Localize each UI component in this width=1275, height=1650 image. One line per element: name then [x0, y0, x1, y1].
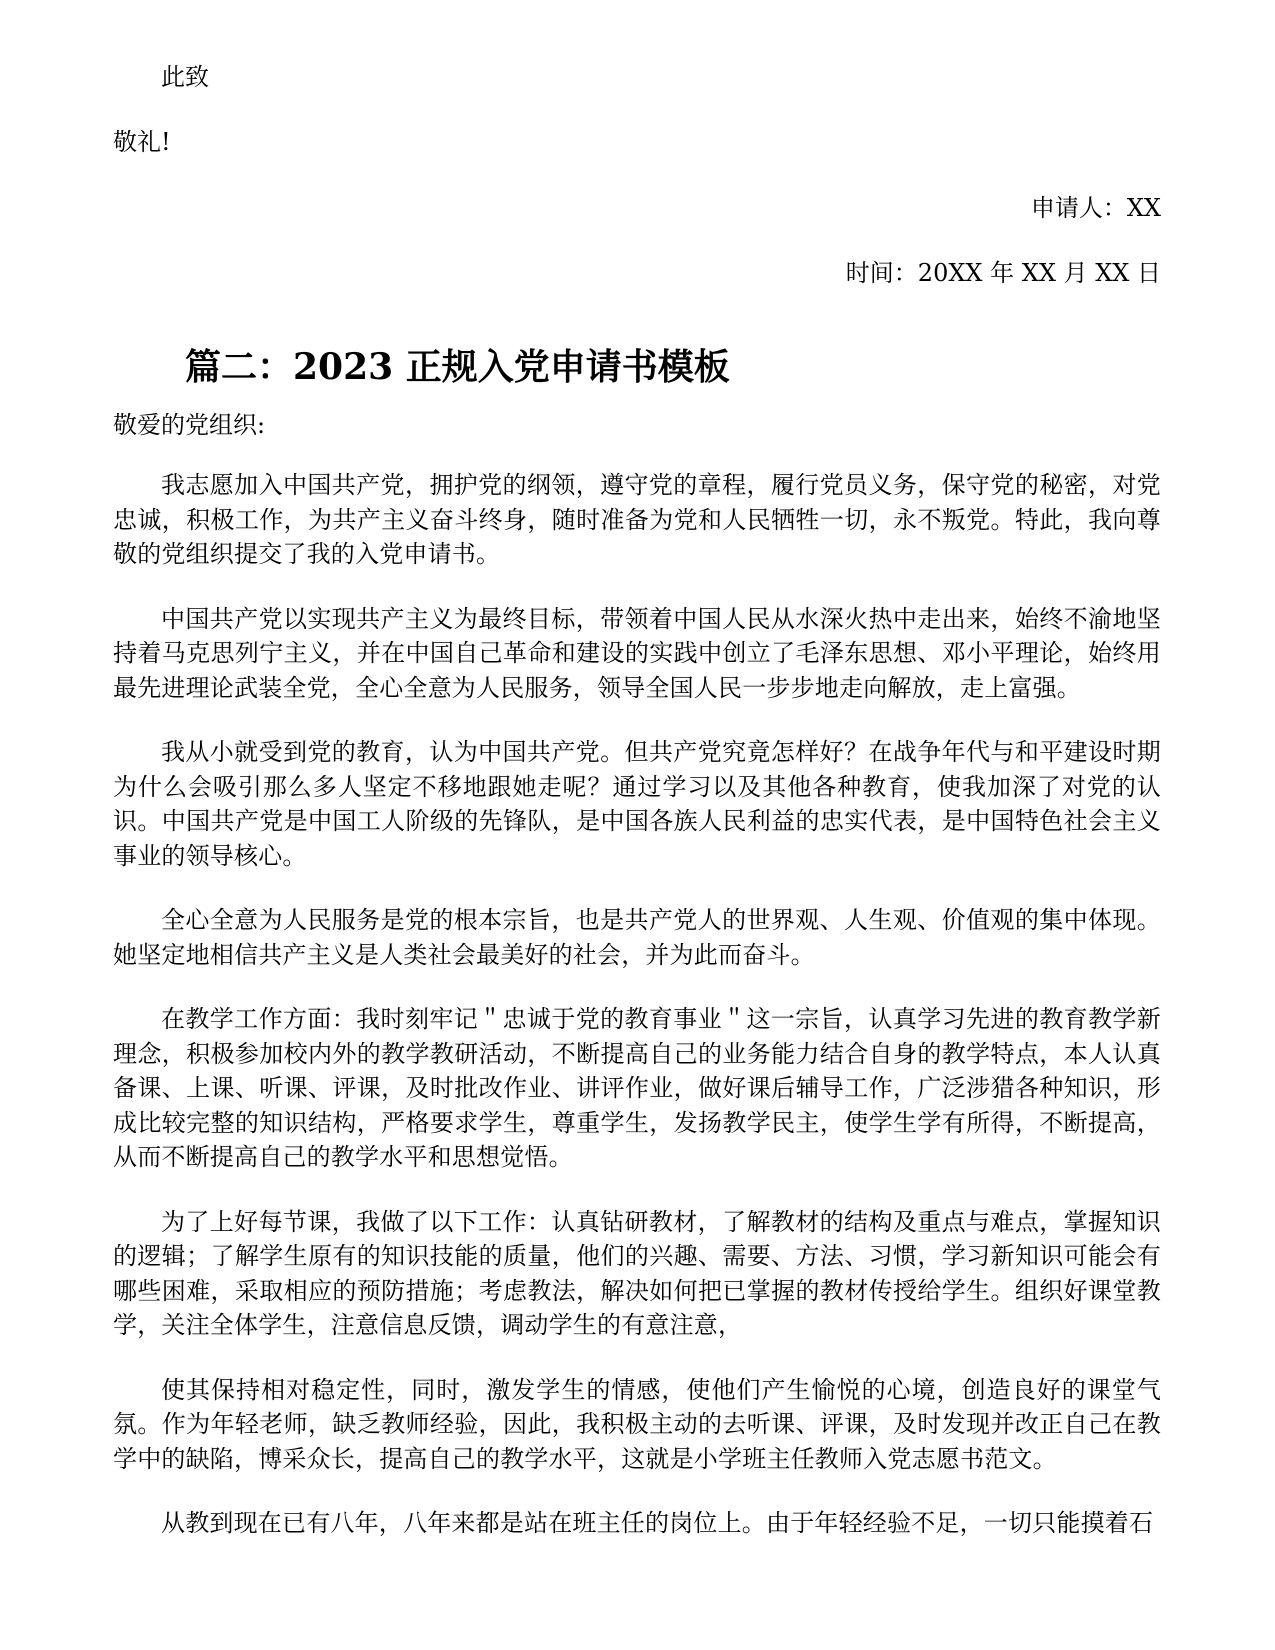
body-paragraph: 从教到现在已有八年，八年来都是站在班主任的岗位上。由于年轻经验不足，一切只能摸着石 [161, 1509, 1154, 1537]
letter-body [113, 468, 1161, 1571]
body-paragraph: 使其保持相对稳定性，同时，激发学生的情感，使他们产生愉悦的心境，创造良好的课堂气氛。作为年轻老师，缺乏教师经验，因此，我积极主动的去听课、评课，及时发现并改正自己在教学中的缺陷，博采众长，提高自己的教学水平，这就是小学班主任教师入党志愿书范文。 [113, 1375, 1161, 1473]
body-paragraph: 我志愿加入中国共产党，拥护党的纲领，遵守党的章程，履行党员义务，保守党的秘密，对党忠诚，积极工作，为共产主义奋斗终身，随时准备为党和人民牺牲一切，永不叛党。特此，我向尊敬的党组织提交了我的入党申请书。 [113, 471, 1161, 568]
closing-yours: 此致 [161, 63, 209, 91]
letter-greeting: 敬爱的党组织: [113, 411, 266, 439]
body-paragraph: 在教学工作方面：我时刻牢记＂忠诚于党的教育事业＂这一宗旨，认真学习先进的教育教学新理念，积极参加校内外的教学教研活动，不断提高自己的业务能力结合自身的教学特点，本人认真备课、上课、听课、评课，及时批改作业、讲评作业，做好课后辅导工作，广泛涉猎各种知识，形成比较完整的知识结构，严格要求学生，尊重学生，发扬教学民主，使学生学有所得，不断提高，从而不断提高自己的教学水平和思想觉悟。 [113, 1005, 1161, 1171]
body-paragraph: 中国共产党以实现共产主义为最终目标，带领着中国人民从水深火热中走出来，始终不渝地坚持着马克思列宁主义，并在中国自己革命和建设的实践中创立了毛泽东思想、邓小平理论，始终用最先进理论武装全党，全心全意为人民服务，领导全国人民一步步地走向解放，走上富强。 [113, 604, 1161, 702]
body-paragraph: 我从小就受到党的教育，认为中国共产党。但共产党究竟怎样好？在战争年代与和平建设时期为什么会吸引那么多人坚定不移地跟她走呢？通过学习以及其他各种教育，使我加深了对党的认识。中国共产党是中国工人阶级的先锋队，是中国各族人民利益的忠实代表，是中国特色社会主义事业的领导核心。 [113, 738, 1161, 870]
applicant-signature: 申请人：XX [1030, 194, 1161, 222]
body-paragraph: 全心全意为人民服务是党的根本宗旨，也是共产党人的世界观、人生观、价值观的集中体现。她坚定地相信共产主义是人类社会最美好的社会，并为此而奋斗。 [113, 906, 1161, 969]
body-paragraph: 为了上好每节课，我做了以下工作：认真钻研教材，了解教材的结构及重点与难点，掌握知识的逻辑；了解学生原有的知识技能的质量，他们的兴趣、需要、方法、习惯，学习新知识可能会有哪些困难，采取相应的预防措施；考虑教法，解决如何把已掌握的教材传授给学生。组织好课堂教学，关注全体学生，注意信息反馈，调动学生的有意注意， [113, 1207, 1161, 1339]
application-date: 时间：20XX 年 XX 月 XX 日 [845, 259, 1161, 287]
closing-salute: 敬礼! [113, 128, 171, 156]
section-heading: 篇二：2023 正规入党申请书模板 [185, 346, 730, 388]
